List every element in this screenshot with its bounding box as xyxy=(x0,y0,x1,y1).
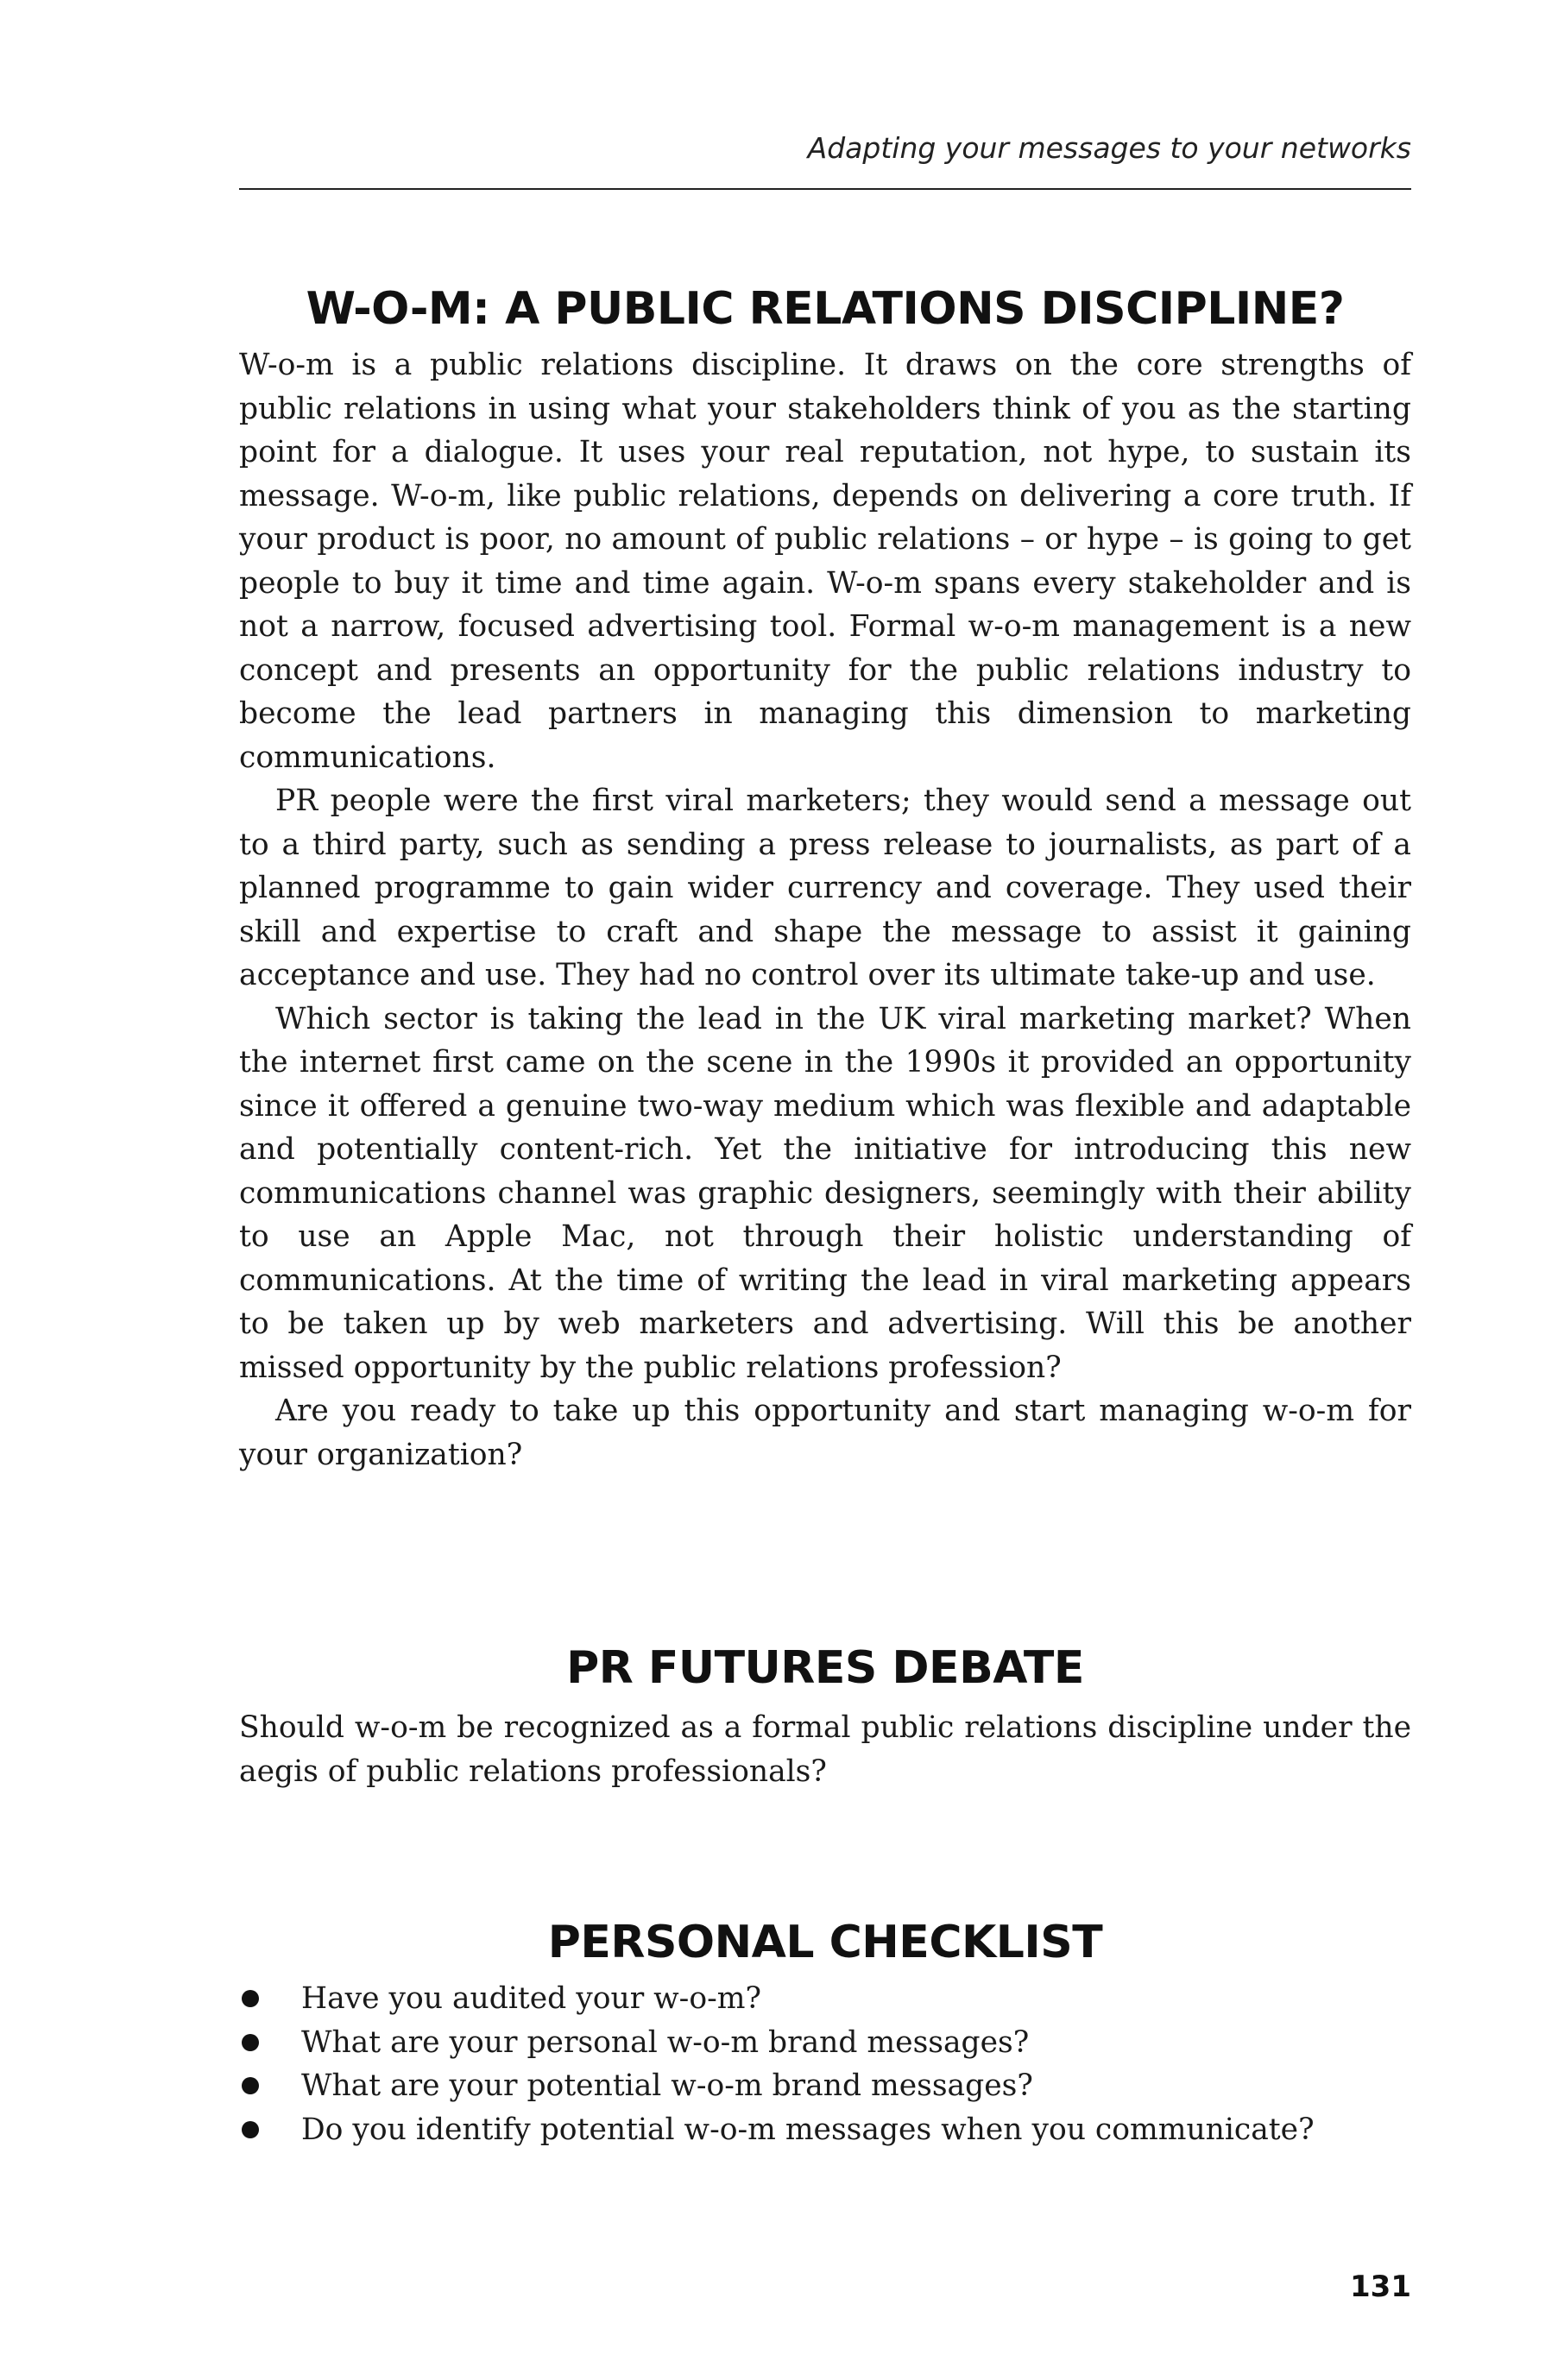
section-heading-wom: W-O-M: A PUBLIC RELATIONS DISCIPLINE? xyxy=(306,283,1345,336)
section-heading-debate: PR FUTURES DEBATE xyxy=(566,1642,1084,1695)
running-head: Adapting your messages to your networks xyxy=(807,131,1411,165)
checklist-item-text: What are your personal w-o-m brand messages? xyxy=(301,2024,1030,2060)
checklist-item-text: Have you audited your w-o-m? xyxy=(301,1981,761,2016)
section-body-wom xyxy=(239,343,1411,1476)
paragraph: Are you ready to take up this opportunity and start managing w-o-m for your organization? xyxy=(239,1394,1411,1472)
bullet-icon xyxy=(242,2121,259,2138)
header-rule xyxy=(239,188,1411,190)
bullet-icon xyxy=(242,2077,259,2094)
bullet-icon xyxy=(242,1990,259,2007)
checklist-item xyxy=(239,2108,1411,2152)
section-body-debate xyxy=(239,1706,1411,1793)
paragraph: W-o-m is a public relations discipline. It draws on the core strengths of public relations in using what your stakeholders think of you as the starting point for a dialogue. It uses your real reputation, not hype, to sustain its message. W-o-m, like public relations, depends on delivering a core truth. If your product is poor, no amount of public relations – or hype – is going to get people to buy it time and time again. W-o-m spans every stakeholder and is not a narrow, focused advertising tool. Formal w-o-m management is a new concept and presents an opportunity for the public relations industry to become the lead partners in managing this dimension to marketing communications. xyxy=(239,348,1411,775)
book-page xyxy=(239,0,1411,2380)
paragraph: Should w-o-m be recognized as a formal public relations discipline under the aegis of public relations professionals? xyxy=(239,1710,1411,1789)
checklist-item xyxy=(239,2021,1411,2065)
page-number: 131 xyxy=(1350,2270,1411,2304)
checklist-item-text: What are your potential w-o-m brand messages? xyxy=(301,2068,1033,2103)
section-heading-checklist: PERSONAL CHECKLIST xyxy=(547,1917,1103,1969)
checklist-item xyxy=(239,2064,1411,2108)
paragraph: Which sector is taking the lead in the UK viral marketing market? When the internet first came on the scene in the 1990s it provided an opportunity since it offered a genuine two-way medium which was flexible and adaptable and potentially content-rich. Yet the initiative for introducing this new communications channel was graphic designers, seemingly with their ability to use an Apple Mac, not through their holistic understanding of communications. At the time of writing the lead in viral marketing appears to be taken up by web marketers and advertising. Will this be another missed opportunity by the public relations profession? xyxy=(239,1001,1411,1385)
bullet-icon xyxy=(242,2034,259,2051)
checklist-item-text: Do you identify potential w-o-m messages when you communicate? xyxy=(301,2112,1315,2147)
personal-checklist xyxy=(239,1977,1411,2151)
paragraph: PR people were the first viral marketers; they would send a message out to a third party, such as sending a press release to journalists, as part of a planned programme to gain wider currency and coverage. They used their skill and expertise to craft and shape the message to assist it gaining acceptance and use. They had no control over its ultimate take-up and use. xyxy=(239,784,1411,992)
checklist-item xyxy=(239,1977,1411,2021)
